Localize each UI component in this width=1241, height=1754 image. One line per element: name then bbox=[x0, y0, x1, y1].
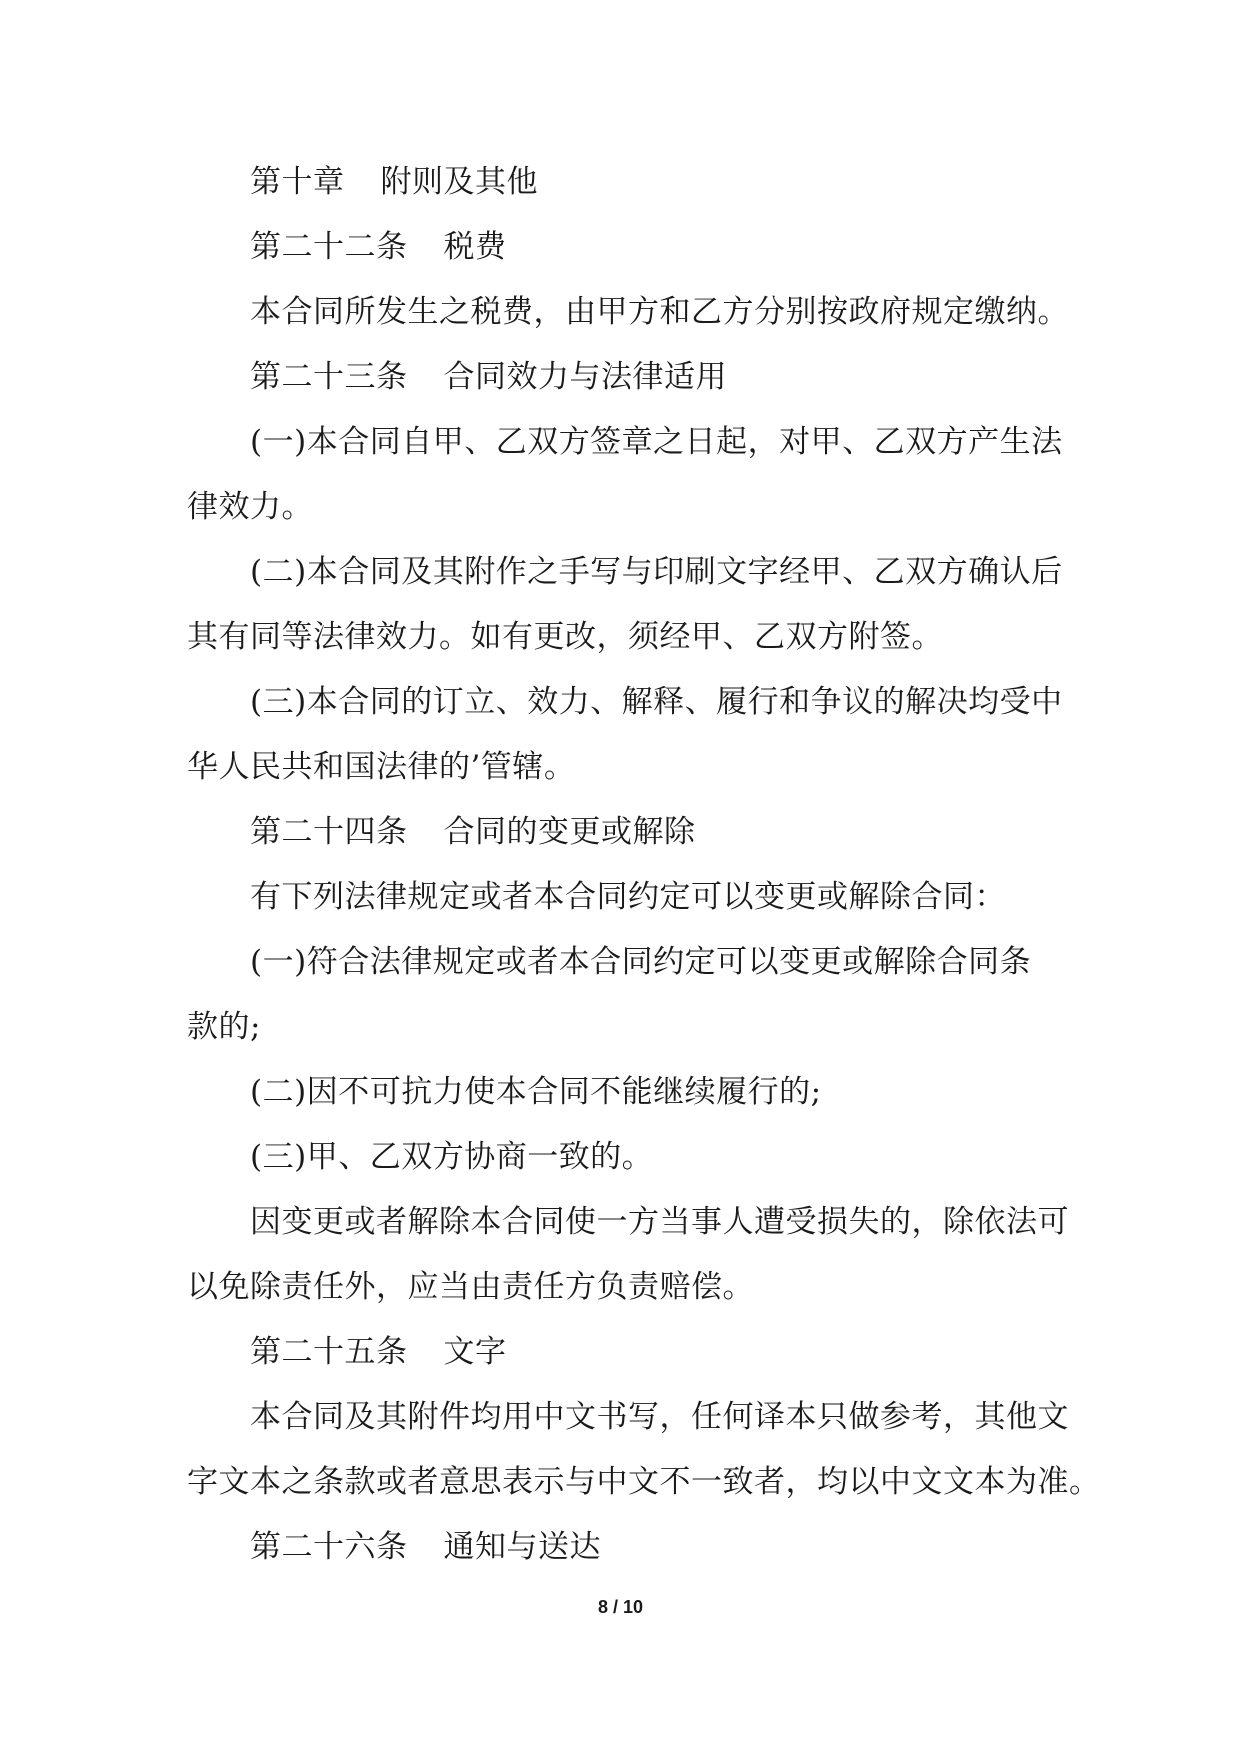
article-22-heading bbox=[250, 227, 507, 267]
article-23-number: 第二十三条 bbox=[250, 359, 408, 395]
article-26-title: 通知与送达 bbox=[443, 1529, 601, 1565]
article-22-body: 本合同所发生之税费，由甲方和乙方分别按政府规定缴纳。 bbox=[250, 294, 1069, 330]
chapter-number: 第十章 bbox=[250, 164, 345, 200]
article-24-closing-line-1: 因变更或者解除本合同使一方当事人遭受损失的，除依法可 bbox=[250, 1204, 1069, 1240]
article-24-closing-line-2: 以免除责任外，应当由责任方负责赔偿。 bbox=[187, 1269, 754, 1305]
article-23-title: 合同效力与法律适用 bbox=[443, 359, 727, 395]
article-24-item-1-line-1: (一)符合法律规定或者本合同约定可以变更或解除合同条 bbox=[250, 944, 1032, 980]
article-23-clause-3-line-1: (三)本合同的订立、效力、解释、履行和争议的解决均受中 bbox=[250, 684, 1063, 720]
article-24-item-2: (二)因不可抗力使本合同不能继续履行的; bbox=[250, 1074, 822, 1110]
article-25-body-line-2: 字文本之条款或者意思表示与中文不一致者，均以中文文本为准。 bbox=[187, 1464, 1101, 1500]
article-22-title: 税费 bbox=[443, 229, 507, 265]
article-22-number: 第二十二条 bbox=[250, 229, 408, 265]
article-23-clause-2-line-1: (二)本合同及其附作之手写与印刷文字经甲、乙双方确认后 bbox=[250, 554, 1063, 590]
article-26-heading bbox=[250, 1527, 601, 1567]
article-24-item-1-line-2: 款的; bbox=[187, 1009, 261, 1045]
article-24-title: 合同的变更或解除 bbox=[443, 814, 696, 850]
article-25-title: 文字 bbox=[443, 1334, 507, 1370]
article-26-number: 第二十六条 bbox=[250, 1529, 408, 1565]
article-23-heading bbox=[250, 357, 727, 397]
article-24-number: 第二十四条 bbox=[250, 814, 408, 850]
article-25-number: 第二十五条 bbox=[250, 1334, 408, 1370]
chapter-title: 附则及其他 bbox=[380, 164, 538, 200]
article-23-clause-1-line-2: 律效力。 bbox=[187, 489, 313, 525]
article-24-intro: 有下列法律规定或者本合同约定可以变更或解除合同： bbox=[250, 879, 1006, 915]
article-23-clause-3-line-2: 华人民共和国法律的’管辖。 bbox=[187, 749, 576, 785]
article-25-body-line-1: 本合同及其附件均用中文书写，任何译本只做参考，其他文 bbox=[250, 1399, 1069, 1435]
article-23-clause-1-line-1: (一)本合同自甲、乙双方签章之日起，对甲、乙双方产生法 bbox=[250, 424, 1063, 460]
article-25-heading bbox=[250, 1332, 507, 1372]
chapter-heading bbox=[250, 162, 538, 202]
page-number: 8 / 10 bbox=[597, 1597, 644, 1617]
article-24-item-3: (三)甲、乙双方协商一致的。 bbox=[250, 1139, 654, 1175]
article-23-clause-2-line-2: 其有同等法律效力。如有更改，须经甲、乙双方附签。 bbox=[187, 619, 943, 655]
article-24-heading bbox=[250, 812, 696, 852]
